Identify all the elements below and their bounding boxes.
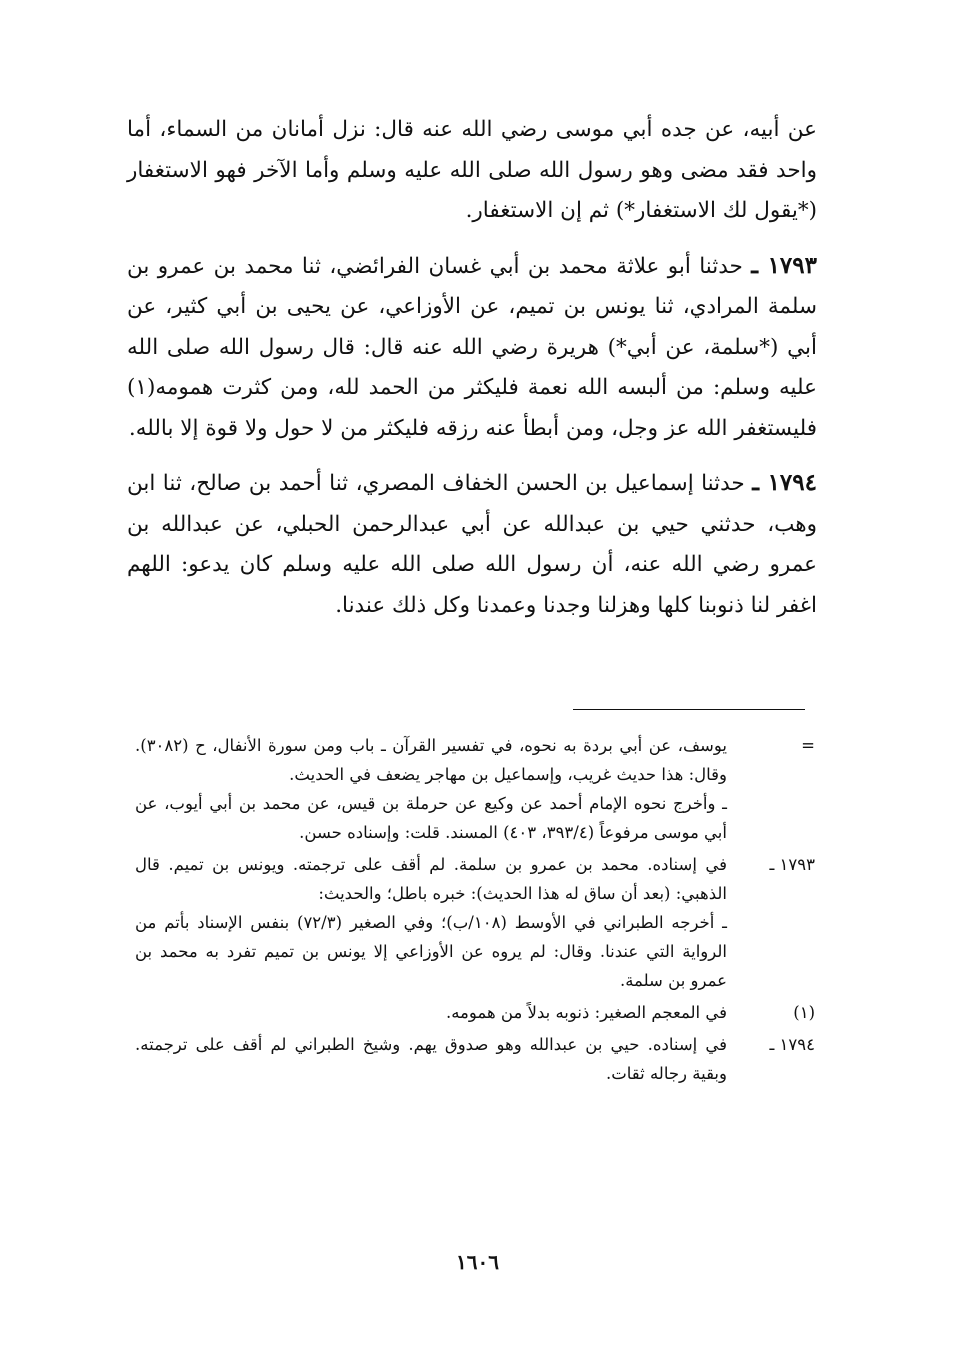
footnote-paragraph: في إسناده. محمد بن عمرو بن سلمة. لم أقف على ترجمته. ويونس بن تميم. قال الذهبي: (بعد أن ساق له هذا الحديث): خبره باطل؛ والحديث: [135,855,727,903]
footnote-paragraph: في المعجم الصغير: ذنوبه بدلاً من همومه. [445,1003,727,1022]
page-number: ١٦٠٦ [456,1250,499,1274]
paragraph-continuation: عن أبيه، عن جده أبي موسى رضي الله عنه قال: نزل أمانان من السماء، أما واحد فقد مضى وهو رسول الله صلى الله عليه وسلم وأما الآخر فهو الاستغفار (*يقول لك الاستغفار*) ثم إن الاستغفار. [127,117,817,223]
footnote-paragraph: في إسناده. حيي بن عبدالله وهو صدوق يهم. وشيخ الطبراني لم أقف على ترجمته. وبقية رجاله ثقات. [135,1035,727,1083]
hadith-number: ١٧٩٣ ـ [751,251,817,279]
footnote-divider [573,709,805,710]
hadith-text: حدثنا إسماعيل بن الحسن الخفاف المصري، ثنا أحمد بن صالح، ثنا ابن وهب، حدثني حيي بن عبدالله عن أبي عبدالرحمن الحبلي، عن عبدالله بن عمرو رضي الله عنه، أن رسول الله صلى الله عليه وسلم كان يدعو: اللهم اغفر لنا ذنوبنا كلها وهزلنا وجدنا وعمدنا وكل ذلك عندنا. [127,471,817,618]
footnote-label: ١٧٩٣ ـ [769,855,815,874]
footnote-body [135,1030,727,1088]
footnote-continued [135,731,815,847]
footnote-1 [135,998,815,1027]
footnote-body [135,998,727,1027]
footnote-1793 [135,850,815,995]
main-text [127,110,817,640]
footnote-label: = [801,736,815,755]
footnote-body [135,731,727,847]
hadith-1793 [127,246,817,450]
hadith-1794 [127,463,817,626]
footnote-paragraph: ـ وأخرج نحوه الإمام أحمد عن وكيع عن حرملة بن قيس، عن محمد بن أبي أيوب، عن أبي موسى مرفوعاً (٣٩٣/٤، ٤٠٣) المسند. قلت: وإسناده حسن. [135,794,727,842]
footnote-paragraph: يوسف، عن أبي بردة به نحوه، في تفسير القرآن ـ باب ومن سورة الأنفال، ح (٣٠٨٢). وقال: هذا حديث غريب، وإسماعيل بن مهاجر يضعف في الحديث. [135,736,727,784]
footnote-label: ١٧٩٤ ـ [769,1035,815,1054]
hadith-number: ١٧٩٤ ـ [752,469,817,496]
footnote-label: (١) [793,1003,815,1022]
footnote-paragraph: ـ أخرجه الطبراني في الأوسط (١٠٨/ب)؛ وفي الصغير (٧٢/٣) بنفس الإسناد بأتم من الرواية التي عندنا. وقال: لم يروه عن الأوزاعي إلا يونس بن تميم تفرد به محمد بن عمرو بن سلمة. [135,913,727,990]
footnote-body [135,850,727,995]
hadith-text: حدثنا أبو علاثة محمد بن أبي غسان الفرائضي، ثنا محمد بن عمرو بن سلمة المرادي، ثنا يونس بن تميم، عن الأوزاعي، عن يحيى بن أبي كثير، عن أبي (*سلمة، عن أبي*) هريرة رضي الله عنه قال: قال رسول الله صلى الله عليه وسلم: من ألبسه الله نعمة فليكثر من الحمد لله، ومن كثرت همومه(١) فليستغفر الله عز وجل، ومن أبطأ عنه رزقه فليكثر من لا حول ولا قوة إلا بالله. [127,253,817,441]
footnote-1794 [135,1030,815,1088]
footnotes [135,731,815,1091]
